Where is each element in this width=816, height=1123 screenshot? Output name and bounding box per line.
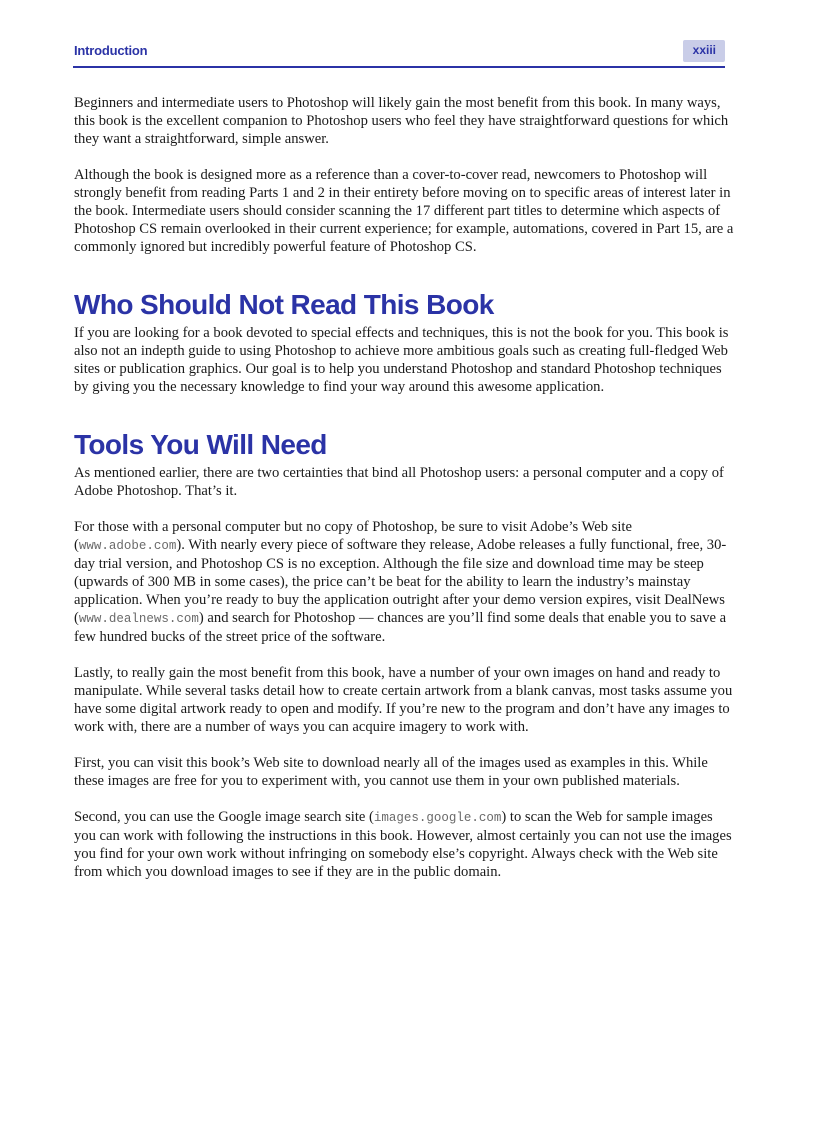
page-body bbox=[74, 94, 734, 899]
text-run: ). With nearly every piece of software they release, Adobe releases a fully functional, free, 30-day trial version, and Photoshop CS is no exception. Although the file size and download time may be steep (upwards of 300 MB in some cases), the price can’t be beat for the ability to learn the industry’s mainstay application. When you’re ready to buy the application outright after your demo version expires, visit DealNews ( bbox=[74, 537, 727, 626]
intro-paragraph-1: Beginners and intermediate users to Photoshop will likely gain the most benefit from this book. In many ways, this book is the excellent companion to Photoshop users who feel they have straightforward questions for which they want a straightforward, simple answer. bbox=[74, 95, 729, 147]
tools-paragraph-2 bbox=[74, 518, 734, 646]
tools-paragraph-3: Lastly, to really gain the most benefit from this book, have a number of your own images on hand and ready to manipulate. While several tasks detail how to create certain artwork from a blank canvas, most tasks assume you have some digital artwork ready to open and modify. If you’re new to the program and don’t have any images to work with, there are a number of ways you can acquire imagery to work with. bbox=[74, 665, 733, 735]
running-header bbox=[73, 40, 725, 68]
text-run: Second, you can use the Google image search site ( bbox=[74, 809, 374, 825]
tools-paragraph-5 bbox=[74, 808, 734, 881]
page-number: xxiii bbox=[692, 43, 716, 57]
intro-paragraph-2: Although the book is designed more as a reference than a cover-to-cover read, newcomers to Photoshop will strongly benefit from reading Parts 1 and 2 in their entirety before moving on to specific areas of interest later in the book. Intermediate users should consider scanning the 17 different part titles to determine which aspects of Photoshop CS remain overlooked in their current experience; for example, automations, covered in Part 15, are a commonly ignored but incredibly powerful feature of Photoshop CS. bbox=[74, 167, 734, 255]
section-title: Introduction bbox=[74, 43, 148, 58]
heading-who-should-not-read: Who Should Not Read This Book bbox=[74, 289, 494, 320]
not-read-paragraph: If you are looking for a book devoted to special effects and techniques, this is not the book for you. This book is also not an indepth guide to using Photoshop to achieve more ambitious goals such as creating full-fledged Web sites or publication graphics. Our goal is to help you understand Photoshop and standard Photoshop techniques by giving you the necessary knowledge to find your way around this awesome application. bbox=[74, 325, 729, 395]
page-number-tab bbox=[683, 40, 725, 62]
adobe-url: www.adobe.com bbox=[78, 539, 177, 553]
tools-paragraph-4: First, you can visit this book’s Web site to download nearly all of the images used as examples in this. While these images are free for you to experiment with, you cannot use them in your own published materials. bbox=[74, 755, 708, 789]
tools-paragraph-1: As mentioned earlier, there are two certainties that bind all Photoshop users: a personal computer and a copy of Adobe Photoshop. That’s it. bbox=[74, 465, 724, 499]
dealnews-url: www.dealnews.com bbox=[78, 612, 199, 626]
heading-tools-you-will-need: Tools You Will Need bbox=[74, 429, 327, 460]
google-images-url: images.google.com bbox=[373, 811, 502, 825]
text-run: ) and search for Photoshop — chances are you’ll find some deals that enable you to save a few hundred bucks of the street price of the software. bbox=[74, 610, 727, 645]
text-run: ) to scan the Web for sample images you can work with following the instructions in this book. However, almost certainly you can not use the images you find for your own work without infringing on somebody else’s copyright. Always check with the Web site from which you download images to see if they are in the public domain. bbox=[74, 809, 732, 880]
text-run: For those with a personal computer but no copy of Photoshop, be sure to visit Adobe’s Web site ( bbox=[74, 519, 632, 553]
